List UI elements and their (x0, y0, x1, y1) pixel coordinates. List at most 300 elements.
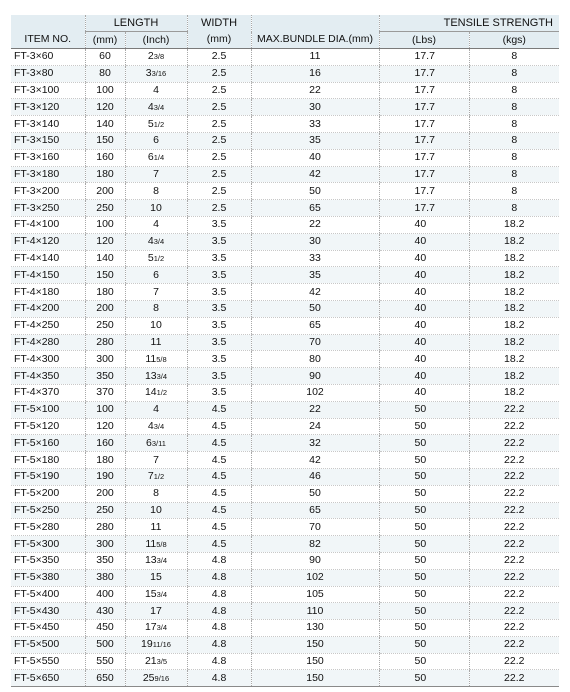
max-bundle-dia-cell: 33 (251, 250, 379, 267)
inch-whole: 4 (147, 100, 154, 113)
length-inch-cell (125, 183, 187, 200)
max-bundle-dia-cell: 150 (251, 670, 379, 687)
inch-whole: 5 (147, 251, 154, 264)
inch-whole: 8 (153, 184, 159, 197)
width-mm-cell: 4.8 (187, 636, 251, 653)
length-mm-cell: 140 (85, 116, 125, 133)
item-no-cell: FT-4×120 (11, 233, 85, 250)
table-row (11, 485, 559, 502)
length-inch-cell (125, 620, 187, 637)
length-inch-cell (125, 166, 187, 183)
inch-whole: 10 (150, 503, 162, 516)
width-mm-cell: 3.5 (187, 216, 251, 233)
table-body (11, 49, 559, 687)
item-no-cell: FT-3×250 (11, 200, 85, 217)
length-mm-cell: 300 (85, 351, 125, 368)
table-row (11, 149, 559, 166)
tensile-lbs-cell: 17.7 (379, 200, 469, 217)
length-mm-cell: 100 (85, 401, 125, 418)
item-no-cell: FT-3×80 (11, 65, 85, 82)
table-row (11, 216, 559, 233)
tensile-lbs-cell: 50 (379, 586, 469, 603)
inch-whole: 7 (153, 285, 159, 298)
inch-whole: 6 (153, 268, 159, 281)
tensile-kgs-cell: 22.2 (469, 401, 559, 418)
width-mm-cell: 2.5 (187, 149, 251, 166)
max-bundle-dia-cell: 50 (251, 300, 379, 317)
width-mm-cell: 4.5 (187, 502, 251, 519)
inch-whole: 6 (153, 134, 159, 147)
tensile-lbs-cell: 40 (379, 300, 469, 317)
inch-whole: 2 (147, 50, 154, 63)
width-mm-cell: 3.5 (187, 233, 251, 250)
width-mm-cell: 2.5 (187, 132, 251, 149)
table-row (11, 233, 559, 250)
inch-whole: 17 (144, 621, 157, 634)
inch-whole: 6 (146, 436, 152, 449)
inch-whole: 8 (153, 302, 159, 315)
table-row (11, 502, 559, 519)
max-bundle-dia-cell: 35 (251, 132, 379, 149)
table-row (11, 267, 559, 284)
tensile-kgs-cell: 8 (469, 99, 559, 116)
item-no-cell: FT-3×60 (11, 49, 85, 66)
length-mm-cell: 250 (85, 317, 125, 334)
inch-whole: 8 (153, 487, 159, 500)
length-mm-cell: 180 (85, 452, 125, 469)
inch-fraction: 3/5 (156, 657, 168, 667)
max-bundle-dia-cell: 30 (251, 233, 379, 250)
length-mm-cell: 550 (85, 653, 125, 670)
tensile-lbs-cell: 17.7 (379, 82, 469, 99)
tensile-lbs-cell: 50 (379, 603, 469, 620)
max-bundle-dia-cell: 11 (251, 49, 379, 66)
item-no-cell: FT-3×160 (11, 149, 85, 166)
max-bundle-dia-cell: 150 (251, 636, 379, 653)
item-no-cell: FT-3×180 (11, 166, 85, 183)
width-mm-cell: 4.5 (187, 485, 251, 502)
length-mm-cell: 150 (85, 132, 125, 149)
tensile-kgs-cell: 18.2 (469, 351, 559, 368)
header-length: LENGTH (85, 15, 187, 32)
length-mm-cell: 100 (85, 216, 125, 233)
table-row (11, 552, 559, 569)
width-mm-cell: 4.8 (187, 620, 251, 637)
tensile-lbs-cell: 50 (379, 620, 469, 637)
length-inch-cell (125, 250, 187, 267)
table-row (11, 636, 559, 653)
tensile-lbs-cell: 50 (379, 536, 469, 553)
length-mm-cell: 380 (85, 569, 125, 586)
length-inch-cell (125, 552, 187, 569)
tensile-kgs-cell: 8 (469, 200, 559, 217)
tensile-kgs-cell: 22.2 (469, 485, 559, 502)
length-inch-cell (125, 233, 187, 250)
header-lbs: (Lbs) (379, 32, 469, 49)
item-no-cell: FT-4×280 (11, 334, 85, 351)
table-row (11, 418, 559, 435)
width-mm-cell: 4.5 (187, 452, 251, 469)
length-mm-cell: 140 (85, 250, 125, 267)
inch-whole: 10 (150, 319, 162, 332)
tensile-kgs-cell: 8 (469, 82, 559, 99)
max-bundle-dia-cell: 70 (251, 519, 379, 536)
max-bundle-dia-cell: 65 (251, 502, 379, 519)
max-bundle-dia-cell: 16 (251, 65, 379, 82)
max-bundle-dia-cell: 42 (251, 452, 379, 469)
length-inch-cell (125, 49, 187, 66)
length-mm-cell: 280 (85, 519, 125, 536)
inch-fraction: 3/4 (153, 102, 165, 112)
inch-fraction: 3/4 (156, 371, 168, 381)
max-bundle-dia-cell: 40 (251, 149, 379, 166)
max-bundle-dia-cell: 130 (251, 620, 379, 637)
inch-fraction: 3/4 (156, 589, 168, 599)
length-mm-cell: 250 (85, 502, 125, 519)
length-mm-cell: 200 (85, 485, 125, 502)
header-length-mm: (mm) (85, 32, 125, 49)
length-inch-cell (125, 132, 187, 149)
tensile-lbs-cell: 17.7 (379, 166, 469, 183)
header-tensile-strength: TENSILE STRENGTH (379, 15, 559, 32)
length-inch-cell (125, 502, 187, 519)
length-inch-cell (125, 300, 187, 317)
tensile-kgs-cell: 22.2 (469, 586, 559, 603)
width-mm-cell: 3.5 (187, 334, 251, 351)
inch-whole: 10 (150, 201, 162, 214)
item-no-cell: FT-4×370 (11, 384, 85, 401)
width-mm-cell: 4.8 (187, 653, 251, 670)
tensile-lbs-cell: 17.7 (379, 116, 469, 133)
max-bundle-dia-cell: 22 (251, 82, 379, 99)
item-no-cell: FT-5×350 (11, 552, 85, 569)
max-bundle-dia-cell: 102 (251, 384, 379, 401)
inch-fraction: 3/4 (156, 623, 168, 633)
tensile-lbs-cell: 40 (379, 384, 469, 401)
length-mm-cell: 80 (85, 65, 125, 82)
max-bundle-dia-cell: 110 (251, 603, 379, 620)
tensile-kgs-cell: 22.2 (469, 536, 559, 553)
max-bundle-dia-cell: 102 (251, 569, 379, 586)
tensile-lbs-cell: 17.7 (379, 49, 469, 66)
width-mm-cell: 4.5 (187, 401, 251, 418)
inch-fraction: 1/2 (156, 388, 168, 398)
item-no-cell: FT-5×430 (11, 603, 85, 620)
length-mm-cell: 120 (85, 233, 125, 250)
item-no-cell: FT-4×150 (11, 267, 85, 284)
width-mm-cell: 3.5 (187, 351, 251, 368)
max-bundle-dia-cell: 22 (251, 216, 379, 233)
inch-whole: 14 (144, 386, 157, 399)
length-mm-cell: 650 (85, 670, 125, 687)
max-bundle-dia-cell: 90 (251, 368, 379, 385)
tensile-lbs-cell: 17.7 (379, 183, 469, 200)
table-row (11, 569, 559, 586)
tensile-kgs-cell: 18.2 (469, 216, 559, 233)
max-bundle-dia-cell: 42 (251, 166, 379, 183)
item-no-cell: FT-5×250 (11, 502, 85, 519)
width-mm-cell: 4.8 (187, 670, 251, 687)
inch-whole: 7 (147, 470, 154, 483)
width-mm-cell: 3.5 (187, 284, 251, 301)
table-row (11, 586, 559, 603)
tensile-kgs-cell: 18.2 (469, 284, 559, 301)
tensile-lbs-cell: 50 (379, 452, 469, 469)
item-no-cell: FT-3×120 (11, 99, 85, 116)
item-no-cell: FT-3×200 (11, 183, 85, 200)
tensile-lbs-cell: 40 (379, 334, 469, 351)
item-no-cell: FT-5×650 (11, 670, 85, 687)
tensile-kgs-cell: 22.2 (469, 620, 559, 637)
width-mm-cell: 4.5 (187, 435, 251, 452)
item-no-cell: FT-3×150 (11, 132, 85, 149)
inch-whole: 4 (147, 419, 154, 432)
length-inch-cell (125, 401, 187, 418)
table-row (11, 384, 559, 401)
length-inch-cell (125, 116, 187, 133)
length-inch-cell (125, 636, 187, 653)
item-no-cell: FT-5×450 (11, 620, 85, 637)
length-mm-cell: 190 (85, 468, 125, 485)
width-mm-cell: 2.5 (187, 65, 251, 82)
inch-fraction: 3/4 (153, 237, 165, 247)
max-bundle-dia-cell: 150 (251, 653, 379, 670)
length-mm-cell: 100 (85, 82, 125, 99)
header-row-2 (11, 32, 559, 49)
length-inch-cell (125, 569, 187, 586)
tensile-lbs-cell: 50 (379, 435, 469, 452)
table-row (11, 435, 559, 452)
tensile-kgs-cell: 18.2 (469, 267, 559, 284)
table-row (11, 284, 559, 301)
max-bundle-dia-cell: 46 (251, 468, 379, 485)
tensile-kgs-cell: 22.2 (469, 452, 559, 469)
header-width: WIDTH (187, 15, 251, 32)
inch-fraction: 5/8 (156, 539, 167, 549)
item-no-cell: FT-3×140 (11, 116, 85, 133)
item-no-cell: FT-5×280 (11, 519, 85, 536)
inch-fraction: 1/2 (153, 119, 165, 129)
length-inch-cell (125, 536, 187, 553)
length-inch-cell (125, 485, 187, 502)
inch-whole: 7 (153, 167, 159, 180)
length-inch-cell (125, 603, 187, 620)
tensile-lbs-cell: 50 (379, 485, 469, 502)
length-mm-cell: 400 (85, 586, 125, 603)
item-no-cell: FT-5×100 (11, 401, 85, 418)
length-inch-cell (125, 65, 187, 82)
length-mm-cell: 280 (85, 334, 125, 351)
table-row (11, 65, 559, 82)
inch-fraction: 3/11 (151, 438, 166, 448)
table-row (11, 166, 559, 183)
table-row (11, 536, 559, 553)
width-mm-cell: 3.5 (187, 250, 251, 267)
item-no-cell: FT-5×380 (11, 569, 85, 586)
inch-whole: 19 (141, 638, 153, 651)
header-row-1 (11, 15, 559, 32)
item-no-cell: FT-5×200 (11, 485, 85, 502)
tensile-kgs-cell: 22.2 (469, 569, 559, 586)
width-mm-cell: 4.8 (187, 603, 251, 620)
inch-whole: 11 (150, 520, 162, 533)
inch-fraction: 1/2 (153, 472, 165, 482)
width-mm-cell: 4.5 (187, 519, 251, 536)
tensile-lbs-cell: 40 (379, 317, 469, 334)
length-inch-cell (125, 435, 187, 452)
width-mm-cell: 4.5 (187, 418, 251, 435)
max-bundle-dia-cell: 33 (251, 116, 379, 133)
inch-whole: 6 (147, 151, 154, 164)
inch-whole: 25 (142, 671, 155, 684)
length-mm-cell: 180 (85, 166, 125, 183)
table-row (11, 603, 559, 620)
inch-whole: 15 (144, 587, 157, 600)
tensile-kgs-cell: 8 (469, 149, 559, 166)
inch-fraction: 9/16 (154, 673, 170, 683)
tensile-kgs-cell: 22.2 (469, 468, 559, 485)
header-length-inch: (Inch) (125, 32, 187, 49)
length-inch-cell (125, 586, 187, 603)
length-mm-cell: 350 (85, 552, 125, 569)
table-row (11, 99, 559, 116)
length-inch-cell (125, 200, 187, 217)
length-inch-cell (125, 334, 187, 351)
max-bundle-dia-cell: 30 (251, 99, 379, 116)
width-mm-cell: 2.5 (187, 166, 251, 183)
item-no-cell: FT-5×400 (11, 586, 85, 603)
inch-fraction: 11/16 (152, 640, 171, 650)
width-mm-cell: 2.5 (187, 116, 251, 133)
max-bundle-dia-cell: 50 (251, 485, 379, 502)
length-mm-cell: 160 (85, 435, 125, 452)
item-no-cell: FT-4×200 (11, 300, 85, 317)
tensile-kgs-cell: 18.2 (469, 300, 559, 317)
max-bundle-dia-cell: 22 (251, 401, 379, 418)
length-inch-cell (125, 149, 187, 166)
max-bundle-dia-cell: 32 (251, 435, 379, 452)
tensile-lbs-cell: 50 (379, 401, 469, 418)
tensile-kgs-cell: 8 (469, 132, 559, 149)
table-row (11, 401, 559, 418)
tensile-kgs-cell: 18.2 (469, 368, 559, 385)
item-no-cell: FT-3×100 (11, 82, 85, 99)
item-no-cell: FT-4×250 (11, 317, 85, 334)
tensile-kgs-cell: 22.2 (469, 552, 559, 569)
inch-whole: 4 (153, 403, 159, 416)
header-kgs: (kgs) (469, 32, 559, 49)
tensile-kgs-cell: 18.2 (469, 334, 559, 351)
inch-whole: 5 (147, 117, 154, 130)
inch-fraction: 3/8 (153, 52, 165, 62)
length-inch-cell (125, 653, 187, 670)
length-mm-cell: 180 (85, 284, 125, 301)
table-row (11, 368, 559, 385)
max-bundle-dia-cell: 42 (251, 284, 379, 301)
length-inch-cell (125, 418, 187, 435)
inch-whole: 13 (144, 554, 157, 567)
length-mm-cell: 200 (85, 183, 125, 200)
header-width-mm: (mm) (187, 32, 251, 49)
tensile-lbs-cell: 40 (379, 233, 469, 250)
tensile-lbs-cell: 50 (379, 670, 469, 687)
tensile-kgs-cell: 18.2 (469, 317, 559, 334)
inch-whole: 11 (145, 537, 157, 550)
tensile-kgs-cell: 22.2 (469, 636, 559, 653)
inch-whole: 21 (144, 655, 157, 668)
item-no-cell: FT-5×160 (11, 435, 85, 452)
tensile-kgs-cell: 8 (469, 183, 559, 200)
length-mm-cell: 350 (85, 368, 125, 385)
table-row (11, 250, 559, 267)
max-bundle-dia-cell: 50 (251, 183, 379, 200)
length-mm-cell: 200 (85, 300, 125, 317)
length-inch-cell (125, 267, 187, 284)
tensile-lbs-cell: 40 (379, 351, 469, 368)
max-bundle-dia-cell: 105 (251, 586, 379, 603)
tensile-kgs-cell: 22.2 (469, 603, 559, 620)
width-mm-cell: 4.5 (187, 468, 251, 485)
max-bundle-dia-cell: 80 (251, 351, 379, 368)
tensile-lbs-cell: 50 (379, 569, 469, 586)
tensile-lbs-cell: 50 (379, 552, 469, 569)
table-row (11, 132, 559, 149)
max-bundle-dia-cell: 82 (251, 536, 379, 553)
tensile-lbs-cell: 50 (379, 418, 469, 435)
tensile-lbs-cell: 50 (379, 502, 469, 519)
tensile-lbs-cell: 40 (379, 284, 469, 301)
length-inch-cell (125, 216, 187, 233)
width-mm-cell: 4.8 (187, 586, 251, 603)
tensile-kgs-cell: 8 (469, 49, 559, 66)
width-mm-cell: 4.5 (187, 536, 251, 553)
max-bundle-dia-cell: 24 (251, 418, 379, 435)
tensile-lbs-cell: 17.7 (379, 132, 469, 149)
item-no-cell: FT-5×500 (11, 636, 85, 653)
item-no-cell: FT-4×180 (11, 284, 85, 301)
tensile-kgs-cell: 18.2 (469, 250, 559, 267)
tensile-lbs-cell: 50 (379, 468, 469, 485)
inch-whole: 11 (150, 335, 162, 348)
header-blank-cell (11, 15, 85, 32)
width-mm-cell: 3.5 (187, 267, 251, 284)
table-row (11, 317, 559, 334)
length-inch-cell (125, 317, 187, 334)
inch-whole: 4 (153, 83, 159, 96)
max-bundle-dia-cell: 65 (251, 317, 379, 334)
length-mm-cell: 60 (85, 49, 125, 66)
width-mm-cell: 2.5 (187, 183, 251, 200)
table-row (11, 116, 559, 133)
tensile-kgs-cell: 22.2 (469, 519, 559, 536)
length-mm-cell: 430 (85, 603, 125, 620)
max-bundle-dia-cell: 35 (251, 267, 379, 284)
length-inch-cell (125, 284, 187, 301)
tensile-kgs-cell: 22.2 (469, 670, 559, 687)
table-row (11, 452, 559, 469)
tensile-kgs-cell: 22.2 (469, 418, 559, 435)
tensile-lbs-cell: 40 (379, 216, 469, 233)
length-mm-cell: 160 (85, 149, 125, 166)
item-no-cell: FT-5×120 (11, 418, 85, 435)
length-mm-cell: 450 (85, 620, 125, 637)
tensile-lbs-cell: 40 (379, 250, 469, 267)
length-mm-cell: 300 (85, 536, 125, 553)
length-mm-cell: 370 (85, 384, 125, 401)
item-no-cell: FT-4×300 (11, 351, 85, 368)
length-inch-cell (125, 368, 187, 385)
inch-whole: 15 (150, 571, 162, 584)
